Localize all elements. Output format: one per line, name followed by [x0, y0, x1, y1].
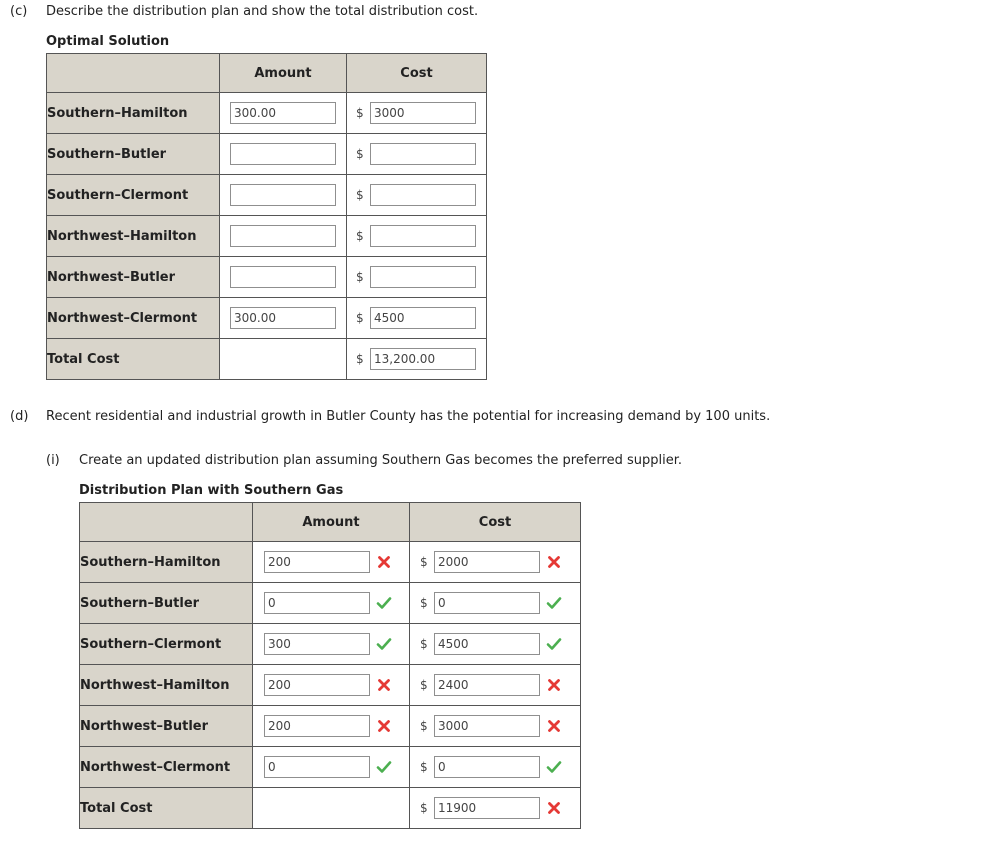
amount-input-northwest-hamilton[interactable] [230, 225, 336, 247]
cost-cell [410, 747, 581, 788]
amount-input-southern-hamilton[interactable]: 200 [264, 551, 370, 573]
part-d-prompt [10, 409, 770, 424]
incorrect-x-icon [546, 718, 562, 734]
incorrect-x-icon [546, 554, 562, 570]
currency-symbol: $ [420, 555, 428, 569]
cost-input-northwest-butler[interactable] [370, 266, 476, 288]
row-header-southern-clermont: Southern–Clermont [47, 175, 220, 216]
table-row [80, 624, 581, 665]
currency-symbol: $ [356, 229, 364, 243]
amount-input-southern-clermont[interactable] [230, 184, 336, 206]
currency-symbol: $ [420, 596, 428, 610]
amount-cell [253, 542, 410, 583]
cost-cell [347, 298, 487, 339]
cost-input-southern-hamilton[interactable]: 2000 [434, 551, 540, 573]
amount-input-northwest-clermont[interactable]: 0 [264, 756, 370, 778]
amount-cell [253, 583, 410, 624]
southern-gas-plan-title: Distribution Plan with Southern Gas [79, 483, 344, 498]
currency-symbol: $ [356, 352, 364, 366]
row-header-southern-butler: Southern–Butler [47, 134, 220, 175]
amount-input-southern-butler[interactable] [230, 143, 336, 165]
part-d-i-text: Create an updated distribution plan assuming Southern Gas becomes the preferred supplier. [79, 453, 682, 468]
total-cost-input[interactable]: 11900 [434, 797, 540, 819]
incorrect-x-icon [546, 677, 562, 693]
row-header-northwest-hamilton: Northwest–Hamilton [80, 665, 253, 706]
amount-input-southern-hamilton[interactable]: 300.00 [230, 102, 336, 124]
header-cost: Cost [410, 503, 581, 542]
cost-cell [347, 339, 487, 380]
table-row [47, 216, 487, 257]
currency-symbol: $ [356, 188, 364, 202]
row-header-northwest-hamilton: Northwest–Hamilton [47, 216, 220, 257]
row-header-total-cost: Total Cost [47, 339, 220, 380]
table-row [80, 542, 581, 583]
currency-symbol: $ [420, 678, 428, 692]
currency-symbol: $ [420, 801, 428, 815]
table-row [47, 93, 487, 134]
amount-cell [220, 257, 347, 298]
part-c-text: Describe the distribution plan and show the total distribution cost. [46, 4, 479, 19]
part-d-text: Recent residential and industrial growth in Butler County has the potential for increasing demand by 100 units. [46, 409, 771, 424]
total-row [47, 339, 487, 380]
table-row [47, 134, 487, 175]
amount-cell [220, 93, 347, 134]
southern-gas-plan-table [79, 502, 581, 829]
table-row [47, 175, 487, 216]
row-header-northwest-butler: Northwest–Butler [47, 257, 220, 298]
amount-input-southern-butler[interactable]: 0 [264, 592, 370, 614]
correct-check-icon [376, 636, 392, 652]
cost-input-southern-clermont[interactable]: 4500 [434, 633, 540, 655]
incorrect-x-icon [376, 677, 392, 693]
header-amount: Amount [253, 503, 410, 542]
cost-cell [347, 93, 487, 134]
currency-symbol: $ [356, 270, 364, 284]
header-amount: Amount [220, 54, 347, 93]
part-d-label: (d) [10, 409, 29, 424]
table-row [80, 747, 581, 788]
cost-cell [410, 706, 581, 747]
row-header-southern-butler: Southern–Butler [80, 583, 253, 624]
cost-input-northwest-clermont[interactable]: 0 [434, 756, 540, 778]
table-row [47, 298, 487, 339]
cost-cell [347, 175, 487, 216]
part-c-prompt [10, 4, 478, 19]
total-cost-input[interactable]: 13,200.00 [370, 348, 476, 370]
incorrect-x-icon [546, 800, 562, 816]
cost-input-southern-hamilton[interactable]: 3000 [370, 102, 476, 124]
part-c-label: (c) [10, 4, 28, 19]
amount-cell [253, 747, 410, 788]
amount-input-northwest-butler[interactable] [230, 266, 336, 288]
row-header-southern-clermont: Southern–Clermont [80, 624, 253, 665]
currency-symbol: $ [420, 760, 428, 774]
correct-check-icon [546, 759, 562, 775]
cost-cell [410, 624, 581, 665]
cost-cell [347, 134, 487, 175]
amount-cell [253, 706, 410, 747]
row-header-southern-hamilton: Southern–Hamilton [47, 93, 220, 134]
table-row [47, 257, 487, 298]
correct-check-icon [546, 636, 562, 652]
cost-input-southern-butler[interactable] [370, 143, 476, 165]
amount-input-southern-clermont[interactable]: 300 [264, 633, 370, 655]
incorrect-x-icon [376, 554, 392, 570]
incorrect-x-icon [376, 718, 392, 734]
amount-cell [253, 665, 410, 706]
cost-cell [410, 583, 581, 624]
header-cost: Cost [347, 54, 487, 93]
total-amount-cell-empty [253, 788, 410, 829]
currency-symbol: $ [356, 106, 364, 120]
header-corner [47, 54, 220, 93]
cost-input-southern-clermont[interactable] [370, 184, 476, 206]
currency-symbol: $ [356, 147, 364, 161]
cost-input-northwest-hamilton[interactable] [370, 225, 476, 247]
row-header-northwest-butler: Northwest–Butler [80, 706, 253, 747]
table-row [80, 583, 581, 624]
amount-cell [220, 216, 347, 257]
cost-cell [410, 665, 581, 706]
optimal-solution-table [46, 53, 487, 380]
cost-input-southern-butler[interactable]: 0 [434, 592, 540, 614]
amount-cell [220, 134, 347, 175]
total-row [80, 788, 581, 829]
amount-input-northwest-hamilton[interactable]: 200 [264, 674, 370, 696]
correct-check-icon [376, 759, 392, 775]
amount-input-northwest-butler[interactable]: 200 [264, 715, 370, 737]
currency-symbol: $ [420, 719, 428, 733]
table-row [80, 706, 581, 747]
row-header-northwest-clermont: Northwest–Clermont [47, 298, 220, 339]
optimal-solution-title: Optimal Solution [46, 34, 170, 49]
amount-cell [253, 624, 410, 665]
cost-cell [410, 788, 581, 829]
cost-input-northwest-butler[interactable]: 3000 [434, 715, 540, 737]
cost-input-northwest-hamilton[interactable]: 2400 [434, 674, 540, 696]
amount-input-northwest-clermont[interactable]: 300.00 [230, 307, 336, 329]
currency-symbol: $ [356, 311, 364, 325]
total-amount-cell-empty [220, 339, 347, 380]
correct-check-icon [546, 595, 562, 611]
cost-cell [410, 542, 581, 583]
cost-cell [347, 216, 487, 257]
row-header-northwest-clermont: Northwest–Clermont [80, 747, 253, 788]
table-row [80, 665, 581, 706]
amount-cell [220, 175, 347, 216]
correct-check-icon [376, 595, 392, 611]
header-corner [80, 503, 253, 542]
cost-cell [347, 257, 487, 298]
row-header-total-cost: Total Cost [80, 788, 253, 829]
part-d-i-prompt [46, 453, 682, 468]
currency-symbol: $ [420, 637, 428, 651]
cost-input-northwest-clermont[interactable]: 4500 [370, 307, 476, 329]
part-d-i-label: (i) [46, 453, 60, 468]
amount-cell [220, 298, 347, 339]
row-header-southern-hamilton: Southern–Hamilton [80, 542, 253, 583]
